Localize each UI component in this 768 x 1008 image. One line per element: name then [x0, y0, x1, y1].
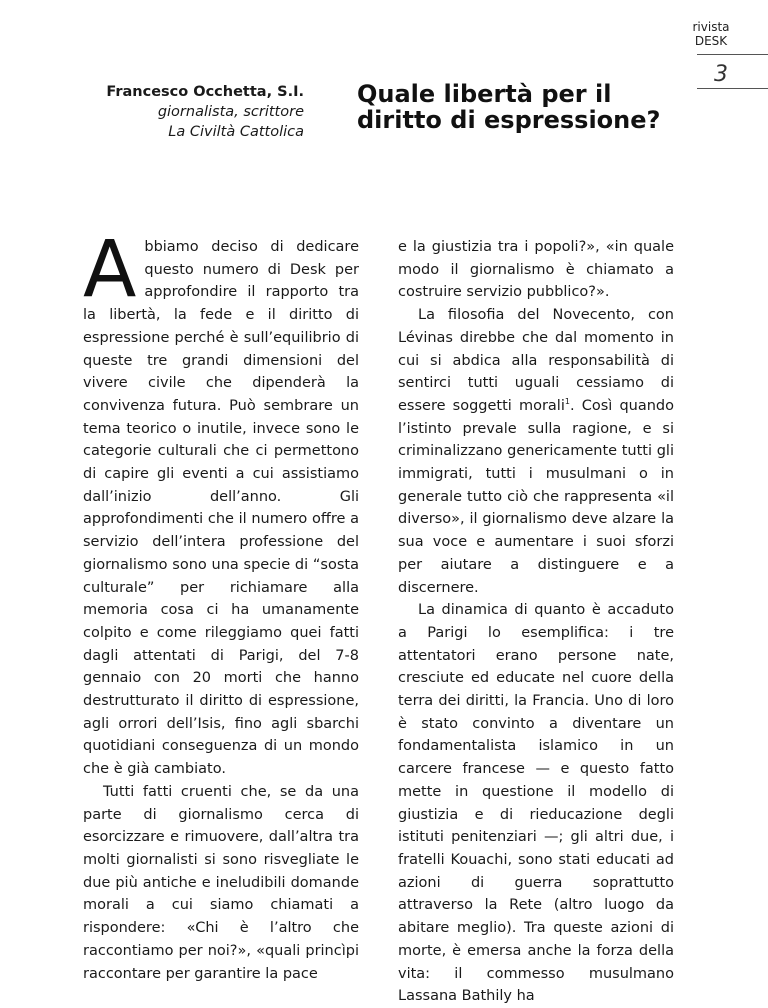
- masthead-desk: DESK: [694, 34, 728, 48]
- left-paragraph-1: [83, 225, 359, 781]
- drop-cap: A: [83, 225, 137, 315]
- byline: [60, 82, 304, 142]
- left-paragraph-2: Tutti fatti cruenti che, se da una parte di giornalismo cerca di esorcizzare e rimuovere, dall’altra tra molti giornalisti si sono risvegliate le due più antiche e ineludibili domande morali a cui siamo chiamati a rispondere: «Chi è l’altro che raccontiamo per noi?», «quali princìpi raccontare per garantire la pace: [83, 783, 359, 982]
- footnote-ref: 1: [564, 397, 570, 407]
- masthead-rivista: rivista: [692, 20, 730, 34]
- author-role: giornalista, scrittore: [157, 104, 304, 120]
- masthead-rule-top: [697, 54, 768, 55]
- author-name: Francesco Occhetta, S.I.: [106, 84, 304, 100]
- right-paragraph-2: [398, 304, 674, 599]
- right-paragraph-3: La dinamica di quanto è accaduto a Parigi lo esemplifica: i tre attentatori erano persone nate, cresciute ed educate nel cuore della terra dei diritti, la Francia. Uno di loro è stato convinto a diventare un fondamentalista islamico in un carcere francese — e questo fatto mette in questione il modello di giustizia e di rieducazione degli istituti penitenziari —; gli altri due, i fratelli Kouachi, sono stati educati ad azioni di guerra soprattutto attraverso la Rete (altro luogo da abitare meglio). Tra queste azioni di morte, è emersa anche la forza della vita: il commesso musulmano Lassana Bathily ha: [398, 602, 674, 1005]
- article-title: Quale libertà per il diritto di espressione?: [357, 80, 661, 134]
- left-paragraph-1-text: bbiamo deciso di dedicare questo numero di Desk per approfondire il rapporto tra la libertà, la fede e il diritto di espressione perché è sull’equilibrio di queste tre grandi dimensioni del vivere civile che dipenderà la convivenza futura. Può sembrare un tema teorico o inutile, invece sono le categorie culturali che ci permettono di capire gli eventi a cui assistiamo dall’inizio dell’anno. Gli approfondimenti che il numero offre a servizio dell’intera professione del giornalismo sono una specie di “sosta culturale” per richiamare alla memoria cosa ci ha umanamente colpito e come rileggiamo quei fatti dagli attentati di Parigi, del 7-8 gennaio con 20 morti che hanno destrutturato il diritto di espressione, agli orrori dell’Isis, fino agli sbarchi quotidiani conseguenza di un mondo che è già cambiato.: [83, 239, 359, 778]
- right-column: [398, 236, 674, 1008]
- right-paragraph-2-after: . Così quando l’istinto prevale sulla ragione, e si criminalizzano genericamente tutti gli immigrati, tutti i musulmani o in generale tutto ciò che rappresenta «il diverso», il giornalismo deve alzare la sua voce e aumentare i suoi sforzi per aiutare a distinguere e a discernere.: [398, 397, 674, 596]
- right-paragraph-2-before: La filosofia del Novecento, con Lévinas direbbe che dal momento in cui si abdica alla responsabilità di sentirci tutti uguali cessiamo di essere soggetti morali: [398, 307, 674, 414]
- left-column: [83, 225, 359, 985]
- page-number: 3: [714, 62, 728, 87]
- right-paragraph-1: e la giustizia tra i popoli?», «in quale modo il giornalismo è chiamato a costruire servizio pubblico?».: [398, 239, 674, 301]
- author-affiliation: La Civiltà Cattolica: [168, 124, 304, 140]
- masthead: [676, 20, 746, 48]
- masthead-rule-bottom: [697, 88, 768, 89]
